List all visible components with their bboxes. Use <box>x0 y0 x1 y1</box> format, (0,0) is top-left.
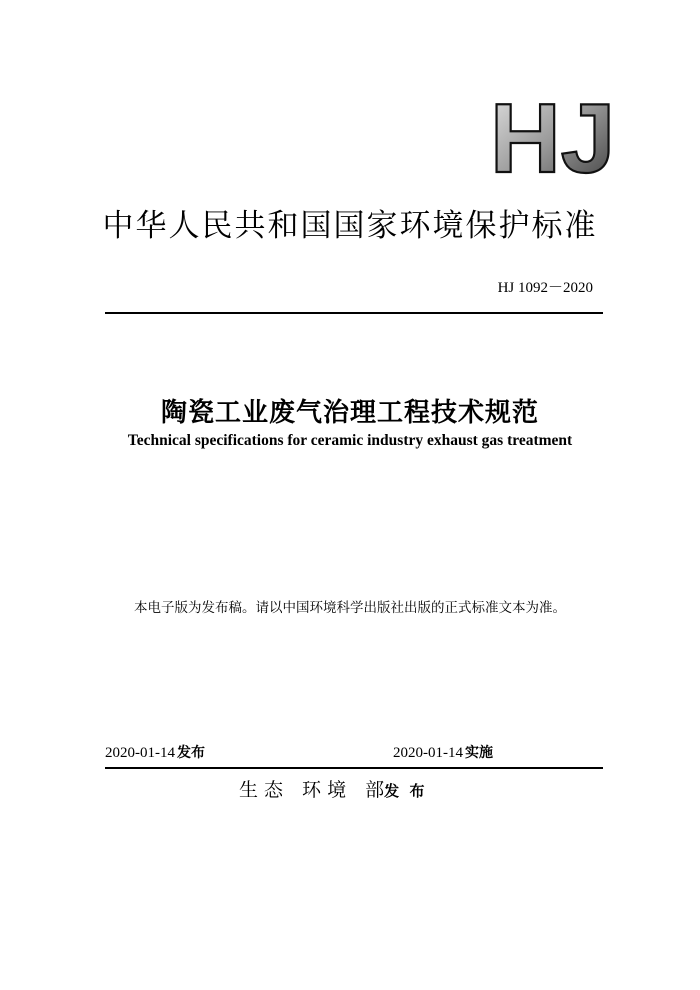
implement-date: 2020-01-14 <box>393 745 463 761</box>
publish-date: 2020-01-14 <box>105 745 175 761</box>
hj-logo <box>488 96 618 178</box>
publish-date-line <box>105 742 205 762</box>
standard-number: HJ 1092－2020 <box>497 280 593 296</box>
implement-label: 实施 <box>465 745 493 761</box>
publisher-name: 生 态 环 境 部 <box>239 779 385 801</box>
bottom-divider <box>105 767 603 769</box>
top-divider <box>105 312 603 314</box>
publisher-action: 发 布 <box>384 782 425 800</box>
country-standard-title: 中华人民共和国国家环境保护标准 <box>102 208 598 244</box>
document-title-chinese: 陶瓷工业废气治理工程技术规范 <box>160 398 539 428</box>
edition-notice: 本电子版为发布稿。请以中国环境科学出版社出版的正式标准文本为准。 <box>134 600 566 616</box>
svg-text:HJ: HJ <box>490 96 616 178</box>
implement-date-line <box>393 742 493 762</box>
publisher-line <box>239 775 425 802</box>
document-title-english: Technical specifications for ceramic industry exhaust gas treatment <box>127 432 573 449</box>
publish-label: 发布 <box>177 745 205 761</box>
